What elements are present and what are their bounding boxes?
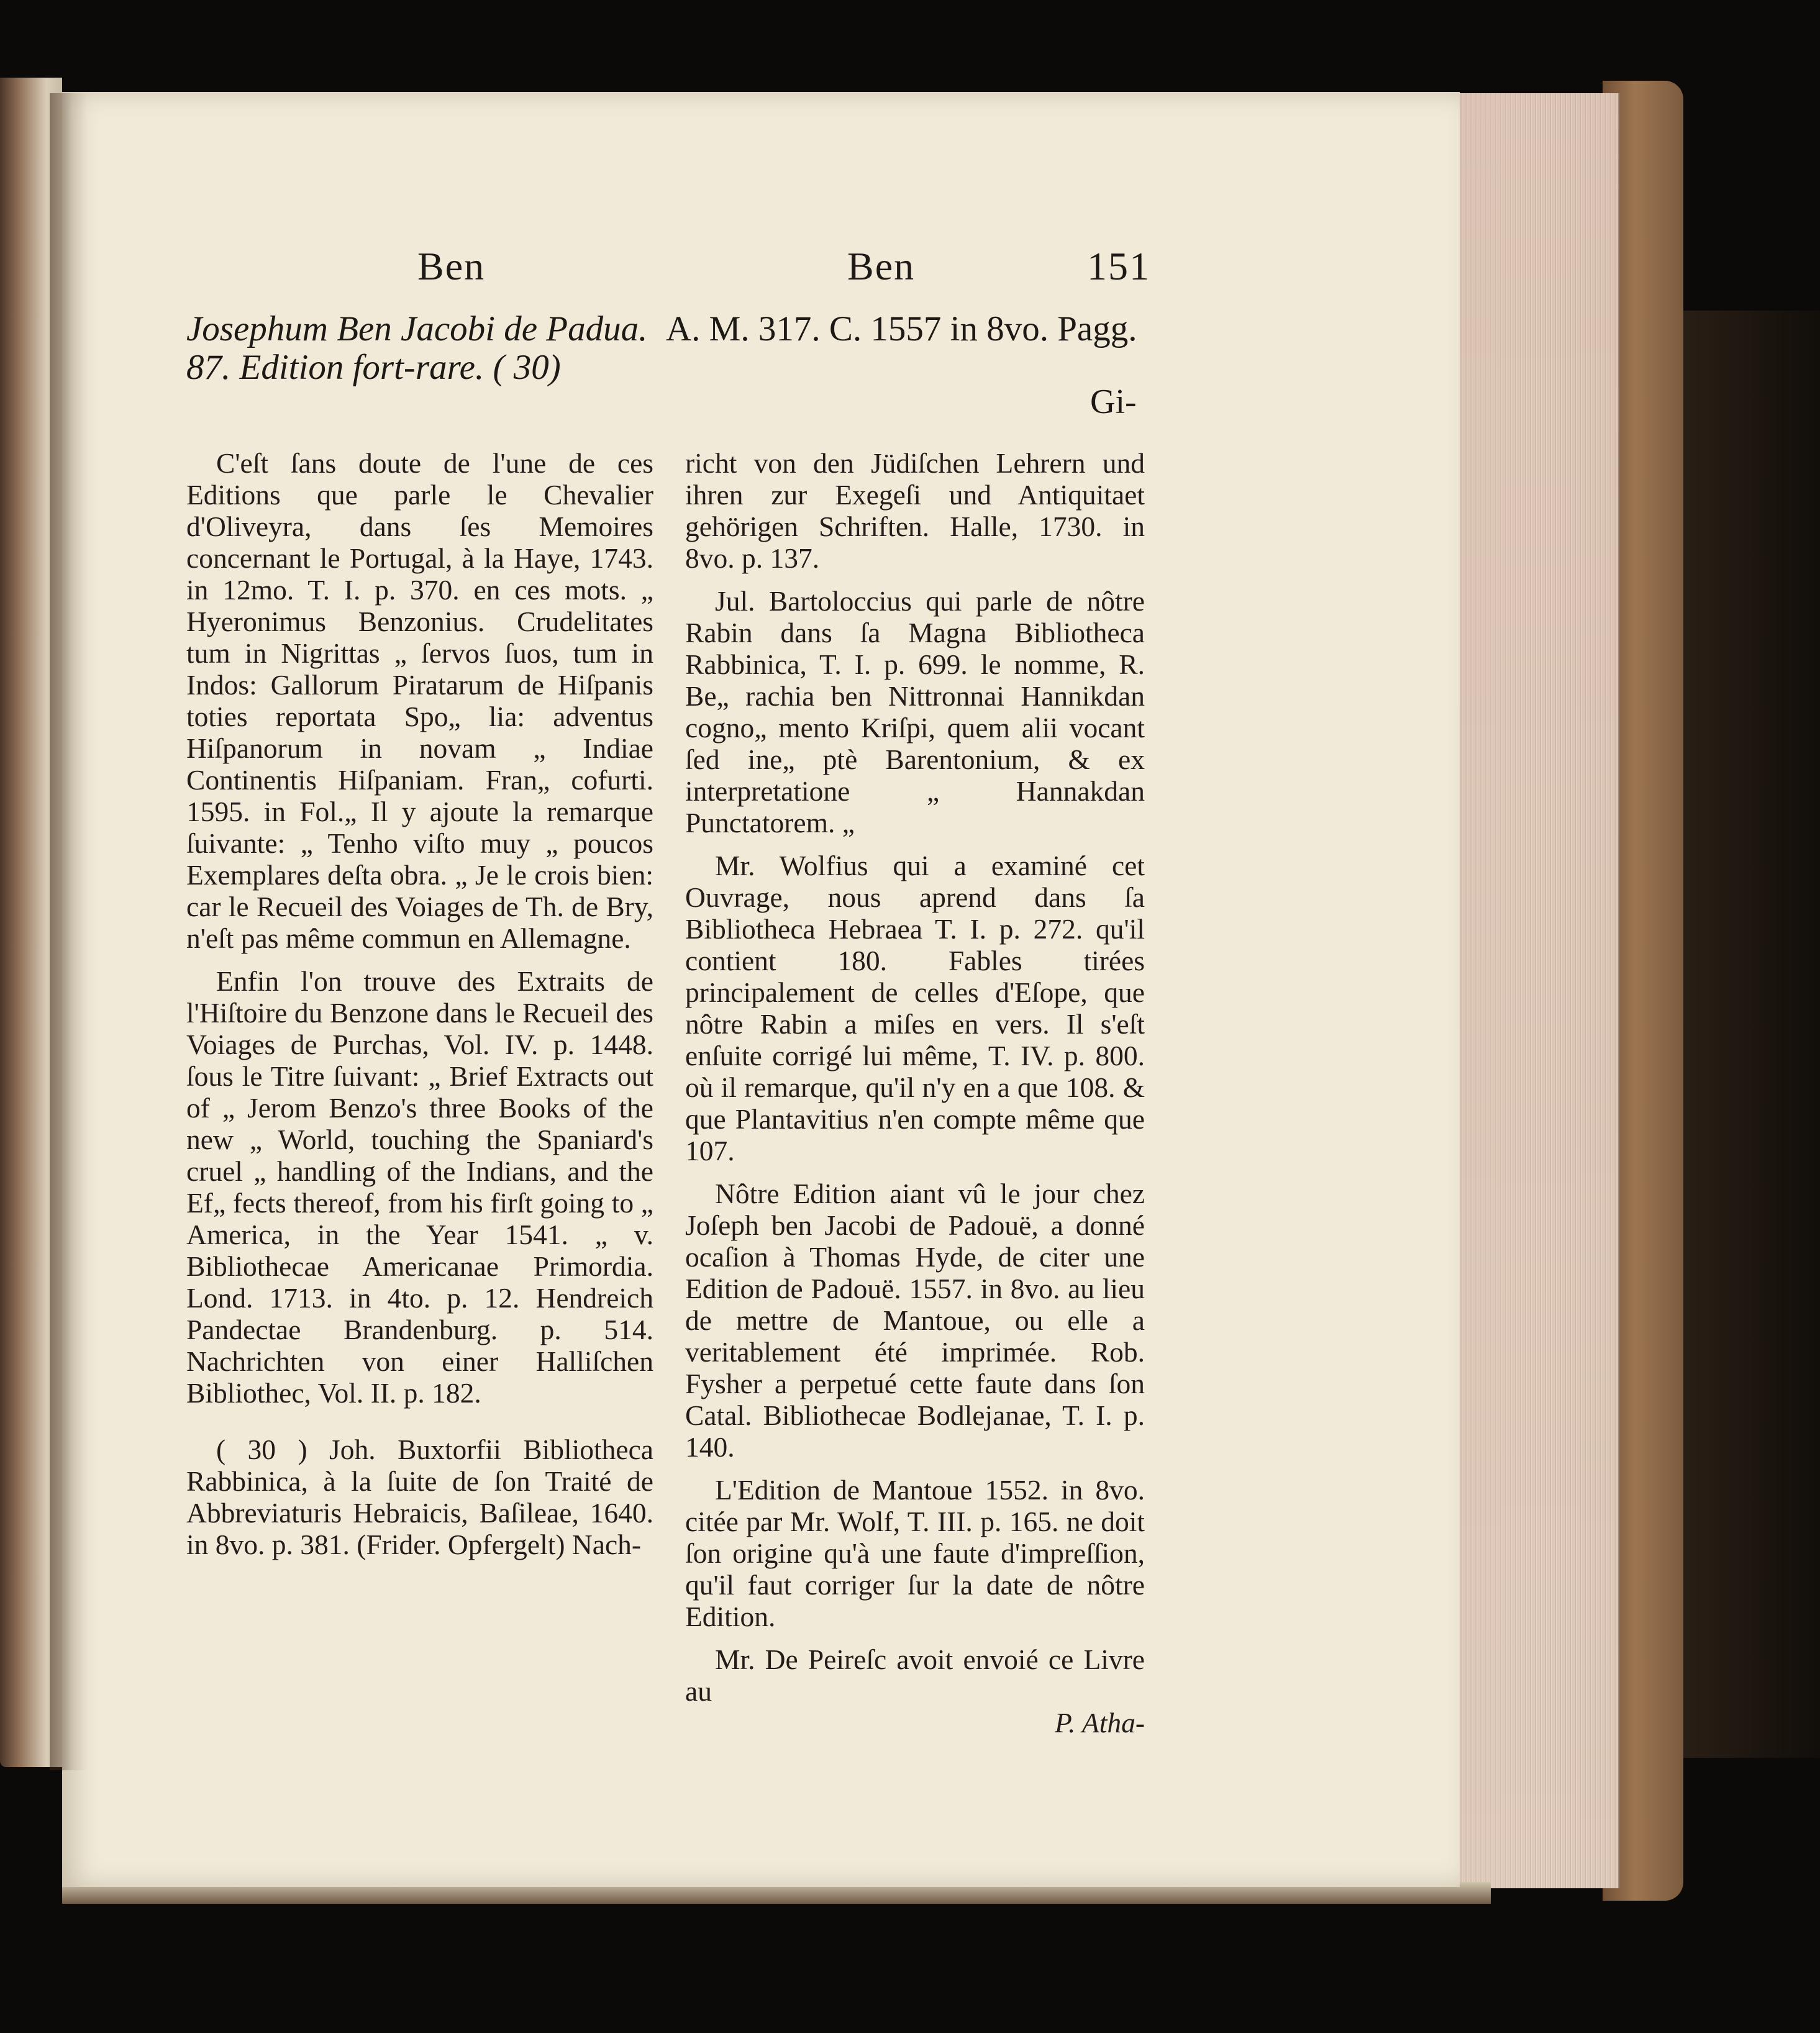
right-paragraph-4: Nôtre Edition aiant vû le jour chez Joſeph ben Jacobi de Padouë, a donné ocaſion à Thomas Hyde, de citer une Edition de Padouë. 1557. in 8vo. au lieu de mettre de Mantoue, ou elle a veritablement été imprimée. Rob. Fysher a perpetué cette faute dans ſon Catal. Bibliothecae Bodlejanae, T. I. p. 140. <box>685 1178 1145 1463</box>
right-paragraph-2: Jul. Bartoloccius qui parle de nôtre Rabin dans ſa Magna Bibliotheca Rabbinica, T. I. p. 699. le nomme, R. Be„ rachia ben Nittronnai Hannikdan cogno„ mento Kriſpi, quem alii vocant ſed ine„ ptè Barentonium, & ex interpretatione „ Hannakdan Punctatorem. „ <box>685 585 1145 839</box>
book-gutter <box>50 93 87 1770</box>
right-paragraph-3: Mr. Wolfius qui a examiné cet Ouvrage, nous aprend dans ſa Bibliotheca Hebraea T. I. p. 272. qu'il contient 180. Fables tirées principalement de celles d'Eſope, que nôtre Rabin a miſes en vers. Il s'eſt enſuite corrigé lui même, T. IV. p. 800. où il remarque, qu'il n'y en a que 108. & que Plantavitius n'en compte même que 107. <box>685 850 1145 1167</box>
page-number: 151 <box>1087 244 1150 288</box>
page-fore-edge <box>1457 93 1619 1888</box>
left-paragraph-1: C'eſt ſans doute de l'une de ces Editions que parle le Chevalier d'Oliveyra, dans ſes Memoires concernant le Portugal, à la Haye, 1743. in 12mo. T. I. p. 370. en ces mots. „ Hyeronimus Benzonius. Crudelitates tum in Nigrittas „ ſervos ſuos, tum in Indos: Gallorum Piratarum de Hiſpanis toties reportata Spo„ lia: adventus Hiſpanorum in novam „ Indiae Continentis Hiſpaniam. Fran„ cofurti. 1595. in Fol.„ Il y ajoute la remarque ſuivante: „ Tenho viſto muy „ poucos Exemplares deſta obra. „ Je le crois bien: car le Recueil des Voiages de Th. de Bry, n'eſt pas même commun en Allemagne. <box>186 447 653 954</box>
catchword-bottom: P. Atha- <box>1055 1707 1145 1739</box>
running-head-left: Ben <box>417 244 486 288</box>
catchword-top: Gi- <box>1090 383 1137 421</box>
entry-title-left: Josephum Ben Jacobi de Padua. <box>186 309 648 348</box>
entry-title-line2: 87. Edition fort-rare. ( 30) <box>186 348 561 387</box>
running-head-right: Ben <box>847 244 916 288</box>
back-cover-board <box>1677 311 1820 1758</box>
right-column <box>685 447 1145 1739</box>
left-column <box>186 447 653 1571</box>
footnote-30: ( 30 ) Joh. Buxtorfii Bibliotheca Rabbinica, à la ſuite de ſon Traité de Abbreviaturis Hebraicis, Baſileae, 1640. in 8vo. p. 381. (Frider. Opfergelt) Nach- <box>186 1434 653 1560</box>
entry-title-right: A. M. 317. C. 1557 in 8vo. Pagg. <box>666 309 1137 348</box>
right-paragraph-6: Mr. De Peireſc avoit envoié ce Livre au <box>685 1644 1145 1707</box>
right-paragraph-1: richt von den Jüdiſchen Lehrern und ihren zur Exegeſi und Antiquitaet gehörigen Schriften. Halle, 1730. in 8vo. p. 137. <box>685 447 1145 574</box>
right-paragraph-5: L'Edition de Mantoue 1552. in 8vo. citée par Mr. Wolf, T. III. p. 165. ne doit ſon origine qu'à une faute d'impreſſion, qu'il faut corriger ſur la date de nôtre Edition. <box>685 1474 1145 1632</box>
left-paragraph-2: Enfin l'on trouve des Extraits de l'Hiſtoire du Benzone dans le Recueil des Voiages de Purchas, Vol. IV. p. 1448. ſous le Titre ſuivant: „ Brief Extracts out of „ Jerom Benzo's three Books of the new „ World, touching the Spaniard's cruel „ handling of the Indians, and the Ef„ fects thereof, from his firſt going to „ America, in the Year 1541. „ v. Bibliothecae Americanae Primordia. Lond. 1713. in 4to. p. 12. Hendreich Pandectae Brandenburg. p. 514. Nachrichten von einer Halliſchen Bibliothec, Vol. II. p. 182. <box>186 965 653 1409</box>
